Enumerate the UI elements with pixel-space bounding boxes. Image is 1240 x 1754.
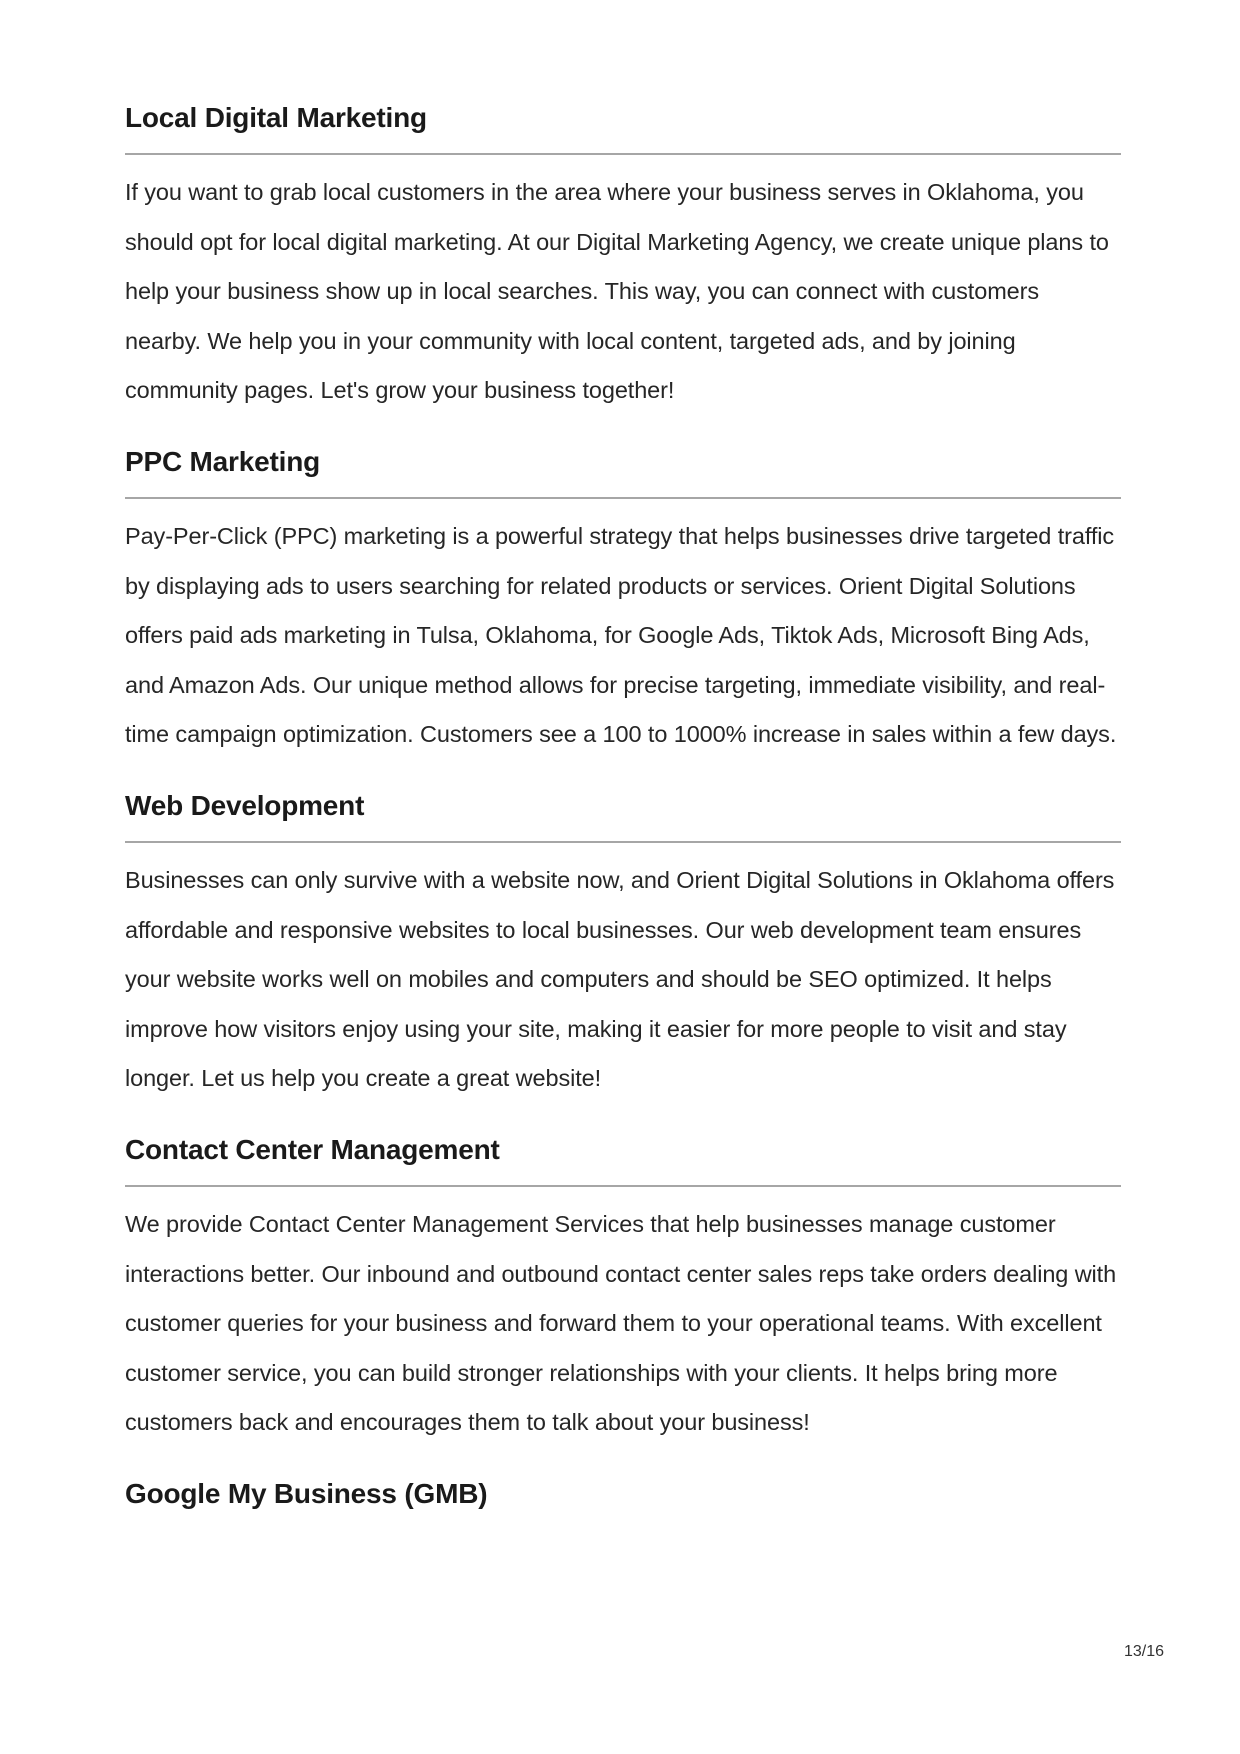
section-heading: PPC Marketing [125, 445, 320, 477]
heading-divider [125, 153, 1121, 155]
section-heading: Contact Center Management [125, 1133, 500, 1165]
section-paragraph: If you want to grab local customers in the area where your business serves in Oklahoma, you should opt for local digital marketing. At our Digital Marketing Agency, we create unique plans to help your business show up in local searches. This way, you can connect with customers nearby. We help you in your community with local content, targeted ads, and by joining community pages. Let's grow your business together! [125, 179, 1109, 404]
heading-divider [125, 497, 1121, 499]
section-heading-google-my-business: Google My Business (GMB) [125, 1477, 488, 1509]
heading-divider [125, 1185, 1121, 1187]
page-number: 13/16 [1123, 1643, 1164, 1660]
section-web-development [125, 788, 1121, 1104]
section-contact-center-management [125, 1132, 1121, 1448]
section-paragraph: We provide Contact Center Management Services that help businesses manage customer interactions better. Our inbound and outbound contact center sales reps take orders dealing with customer queries for your business and forward them to your operational teams. With excellent customer service, you can build stronger relationships with your clients. It helps bring more customers back and encourages them to talk about your business! [125, 1210, 1117, 1436]
section-ppc-marketing [125, 444, 1121, 760]
section-paragraph: Pay-Per-Click (PPC) marketing is a powerful strategy that helps businesses drive targeted traffic by displaying ads to users searching for related products or services. Orient Digital Solutions offers paid ads marketing in Tulsa, Oklahoma, for Google Ads, Tiktok Ads, Microsoft Bing Ads, and Amazon Ads. Our unique method allows for precise targeting, immediate visibility, and real-time campaign optimization. Customers see a 100 to 1000% increase in sales within a few days. [125, 522, 1117, 748]
heading-divider [125, 841, 1121, 843]
section-paragraph: Businesses can only survive with a website now, and Orient Digital Solutions in Oklahoma offers affordable and responsive websites to local businesses. Our web development team ensures your website works well on mobiles and computers and should be SEO optimized. It helps improve how visitors enjoy using your site, making it easier for more people to visit and stay longer. Let us help you create a great website! [125, 866, 1115, 1092]
page-content [125, 100, 1121, 1512]
section-local-digital-marketing [125, 100, 1121, 416]
section-heading: Local Digital Marketing [125, 102, 427, 133]
section-heading: Web Development [125, 789, 365, 821]
